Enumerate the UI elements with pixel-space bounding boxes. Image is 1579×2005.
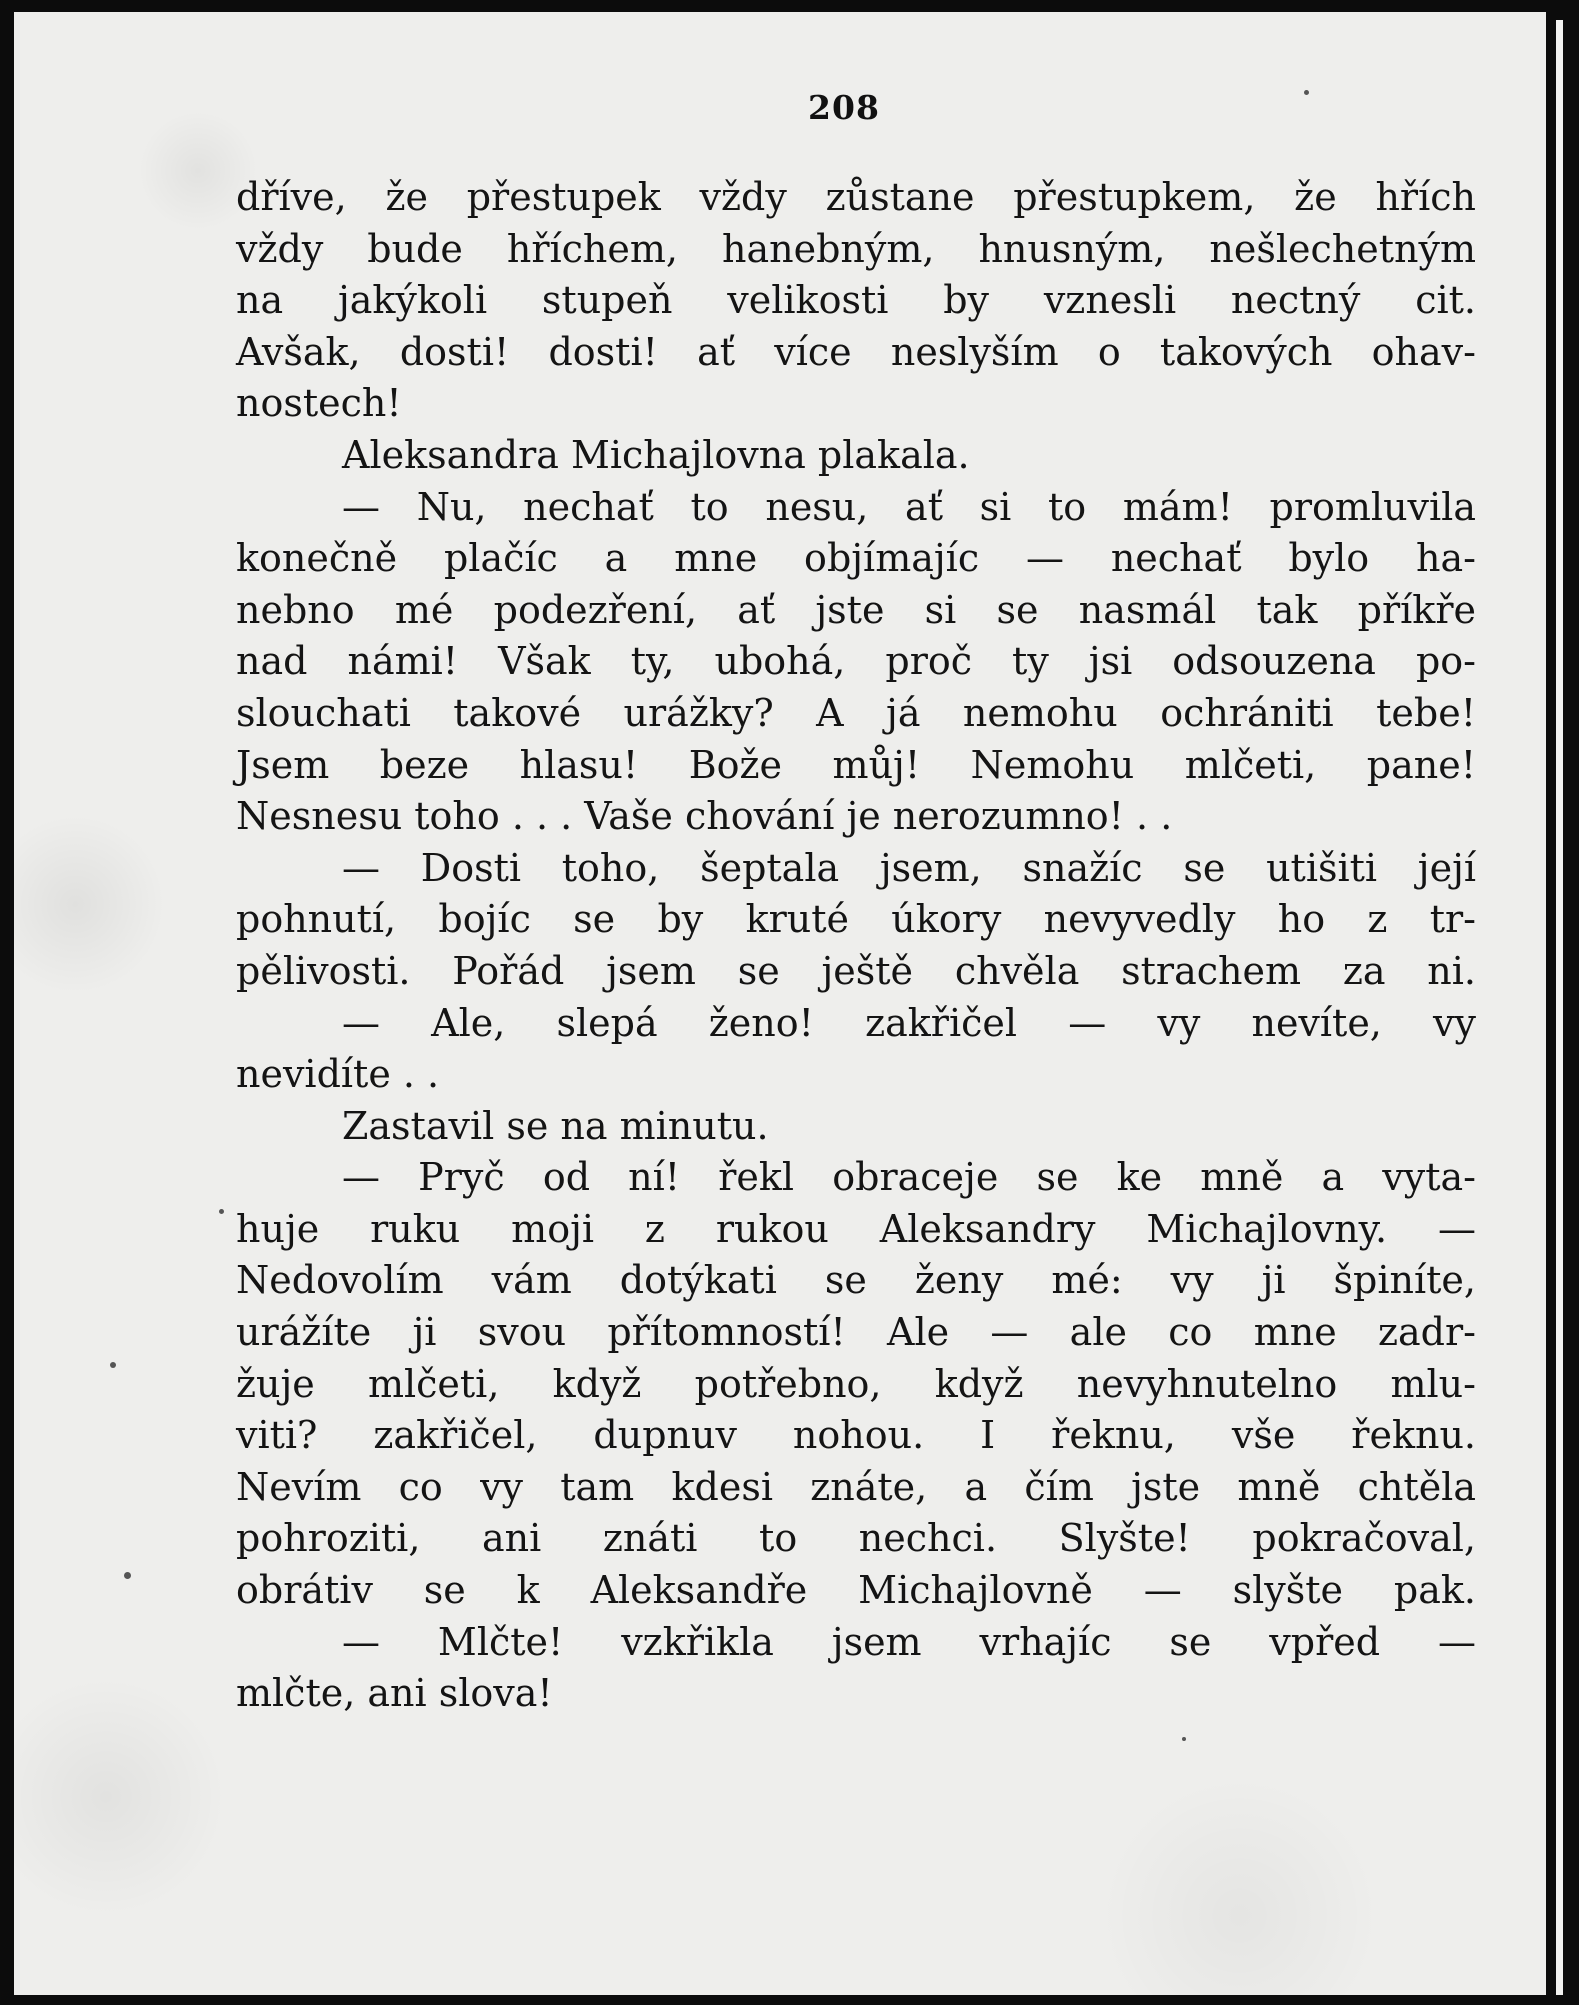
text-line: obrátiv se k Aleksandře Michajlovně — slyšte pak. — [236, 1568, 1476, 1613]
text-line: Aleksandra Michajlovna plakala. — [342, 432, 970, 477]
scan-right-border — [1549, 0, 1579, 2005]
text-line: konečně plačíc a mne objímajíc — nechať bylo ha- — [236, 536, 1476, 581]
text-line: — Ale, slepá ženo! zakřičel — vy nevíte, vy — [342, 1000, 1476, 1045]
text-line: — Pryč od ní! řekl obraceje se ke mně a vyta- — [342, 1155, 1476, 1200]
paper-speck — [124, 1572, 131, 1579]
text-line: pohnutí, bojíc se by kruté úkory nevyvedly ho z tr- — [236, 897, 1476, 942]
text-line: dříve, že přestupek vždy zůstane přestupkem, že hřích — [236, 175, 1476, 219]
page-number: 208 — [808, 88, 880, 127]
text-line: na jakýkoli stupeň velikosti by vznesli nectný cit. — [236, 278, 1476, 323]
paper-speck — [1182, 1737, 1186, 1741]
text-line: nebno mé podezření, ať jste si se nasmál tak příkře — [236, 587, 1476, 632]
text-line: Jsem beze hlasu! Bože můj! Nemohu mlčeti, pane! — [236, 742, 1476, 787]
text-line: slouchati takové urážky? A já nemohu ochrániti tebe! — [236, 690, 1476, 735]
next-page-edge — [1556, 20, 1563, 1995]
text-line: Avšak, dosti! dosti! ať více neslyším o takových ohav- — [236, 329, 1476, 374]
text-line: urážíte ji svou přítomností! Ale — ale co mne zadr- — [236, 1310, 1476, 1355]
text-line: žuje mlčeti, když potřebno, když nevyhnutelno mlu- — [236, 1361, 1476, 1406]
paper-speck — [110, 1362, 116, 1368]
text-line: vždy bude hříchem, hanebným, hnusným, nešlechetným — [236, 226, 1476, 271]
paper-speck — [1304, 90, 1309, 95]
text-line: viti? zakřičel, dupnuv nohou. I řeknu, vše řeknu. — [236, 1413, 1476, 1458]
text-line: pohroziti, ani znáti to nechci. Slyšte! pokračoval, — [236, 1516, 1476, 1561]
text-line: nostech! — [236, 381, 402, 426]
page-body-text — [236, 172, 1476, 1720]
paper-speck — [219, 1209, 224, 1214]
text-line: Nesnesu toho . . . Vaše chování je nerozumno! . . — [236, 794, 1173, 839]
text-line: Zastavil se na minutu. — [342, 1103, 769, 1148]
text-line: pělivosti. Pořád jsem se ještě chvěla strachem za ni. — [236, 948, 1476, 993]
text-line: Nevím co vy tam kdesi znáte, a čím jste mně chtěla — [236, 1464, 1476, 1509]
text-line: nevidíte . . — [236, 1052, 440, 1097]
text-line: — Dosti toho, šeptala jsem, snažíc se utišiti její — [342, 845, 1476, 890]
text-line: Nedovolím vám dotýkati se ženy mé: vy ji špiníte, — [236, 1258, 1476, 1303]
text-line: nad námi! Však ty, ubohá, proč ty jsi odsouzena po- — [236, 639, 1476, 684]
text-line: huje ruku moji z rukou Aleksandry Michajlovny. — — [236, 1206, 1476, 1251]
text-line: — Nu, nechať to nesu, ať si to mám! promluvila — [342, 484, 1476, 529]
text-line: mlčte, ani slova! — [236, 1671, 553, 1716]
text-line: — Mlčte! vzkřikla jsem vrhajíc se vpřed — — [342, 1619, 1476, 1664]
book-page — [14, 12, 1546, 1995]
